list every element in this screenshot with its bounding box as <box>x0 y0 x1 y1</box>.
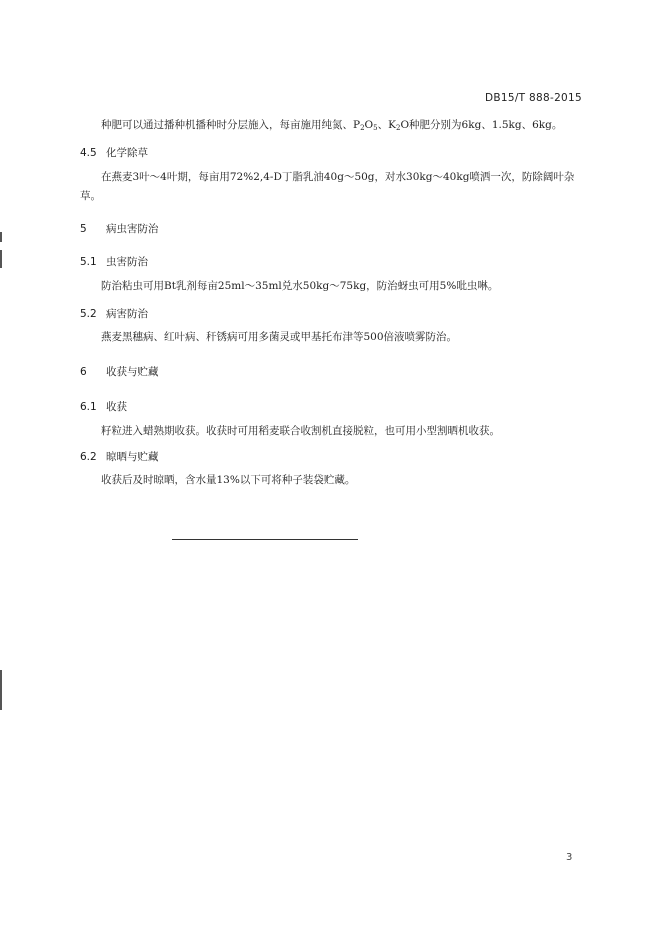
paragraph-seed-fertilizer: 种肥可以通过播种机播种时分层施入，每亩施用纯氮、$P_2O_5$、$K_2O$种肥分别为6kg、1.5kg、6kg。 <box>101 119 563 132</box>
paragraph-weed-control: 在燕麦3叶～4叶期，每亩用72%2,4-D丁脂乳油40g～50g，对水30kg～40kg喷洒一次，防除阔叶杂草。 <box>80 171 575 202</box>
section-number: 4.5 <box>80 147 97 159</box>
section-number: 5 <box>80 223 87 235</box>
section-number: 5.1 <box>80 256 97 268</box>
end-divider <box>172 539 358 540</box>
section-title: 虫害防治 <box>106 256 148 268</box>
paragraph-storage: 收获后及时晾晒，含水量13%以下可将种子装袋贮藏。 <box>101 474 356 486</box>
paragraph-harvest: 籽粒进入蜡熟期收获。收获时可用稻麦联合收割机直接脱粒，也可用小型割晒机收获。 <box>101 425 500 437</box>
section-heading-6 <box>80 364 159 379</box>
section-heading-5 <box>80 221 159 236</box>
scan-artifact <box>0 232 2 242</box>
section-title: 收获与贮藏 <box>106 366 159 378</box>
section-number: 5.2 <box>80 308 97 320</box>
section-number: 6 <box>80 366 87 378</box>
section-title: 收获 <box>106 401 127 413</box>
page-number: 3 <box>566 852 573 863</box>
section-heading-5-2 <box>80 306 148 321</box>
scan-artifact <box>0 250 2 268</box>
document-code: DB15/T 888-2015 <box>485 92 582 104</box>
paragraph-disease-control: 燕麦黑穗病、红叶病、秆锈病可用多菌灵或甲基托布津等500倍液喷雾防治。 <box>101 331 458 343</box>
scan-artifact <box>0 670 2 710</box>
section-heading-6-1 <box>80 399 127 414</box>
section-title: 病虫害防治 <box>106 223 159 235</box>
section-number: 6.1 <box>80 401 97 413</box>
section-title: 病害防治 <box>106 308 148 320</box>
section-title: 化学除草 <box>106 147 148 159</box>
section-heading-4-5 <box>80 145 148 160</box>
section-heading-6-2 <box>80 449 159 464</box>
section-heading-5-1 <box>80 254 148 269</box>
section-title: 晾晒与贮藏 <box>106 451 159 463</box>
paragraph-insect-control: 防治粘虫可用Bt乳剂每亩25ml～35ml兑水50kg～75kg，防治蚜虫可用5%吡虫啉。 <box>101 280 499 292</box>
section-number: 6.2 <box>80 451 97 463</box>
